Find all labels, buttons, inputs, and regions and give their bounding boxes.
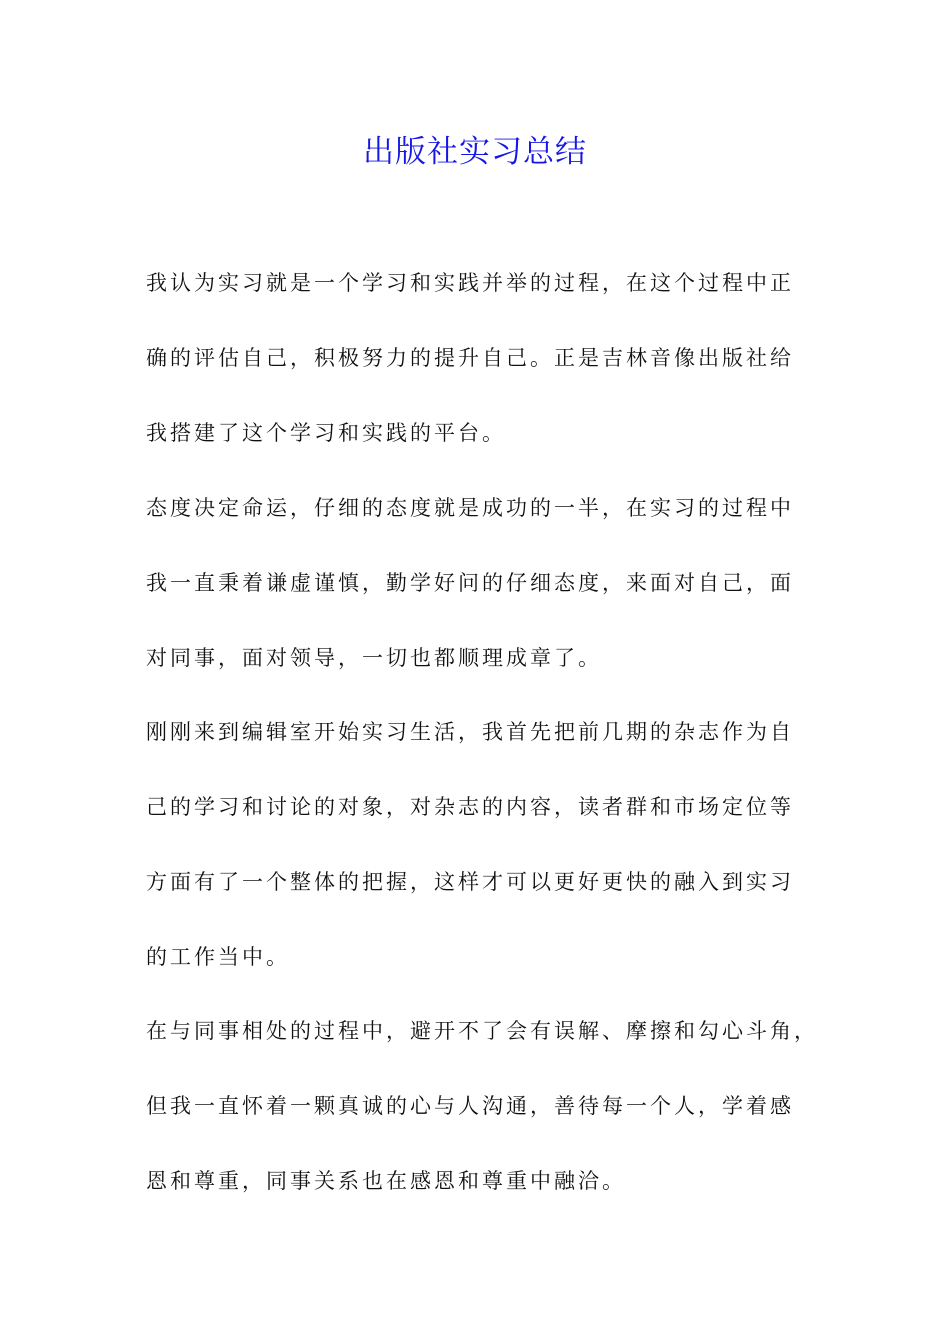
- paragraph-line: 我一直秉着谦虚谨慎，勤学好问的仔细态度，来面对自己，面: [146, 571, 794, 595]
- paragraph-line: 确的评估自己，积极努力的提升自己。正是吉林音像出版社给: [146, 346, 794, 370]
- paragraph-line: 但我一直怀着一颗真诚的心与人沟通，善待每一个人，学着感: [146, 1094, 794, 1118]
- paragraph-line: 己的学习和讨论的对象，对杂志的内容，读者群和市场定位等: [146, 795, 794, 819]
- paragraph-line: 恩和尊重，同事关系也在感恩和尊重中融洽。: [146, 1169, 626, 1193]
- paragraph-line: 态度决定命运，仔细的态度就是成功的一半，在实习的过程中: [146, 496, 794, 520]
- paragraph-line: 的工作当中。: [146, 945, 290, 969]
- paragraph-line: 在与同事相处的过程中，避开不了会有误解、摩擦和勾心斗角，: [146, 1019, 818, 1043]
- paragraph-line: 方面有了一个整体的把握，这样才可以更好更快的融入到实习: [146, 870, 794, 894]
- paragraph-line: 对同事，面对领导，一切也都顺理成章了。: [146, 646, 602, 670]
- paragraph-line: 刚刚来到编辑室开始实习生活，我首先把前几期的杂志作为自: [146, 720, 794, 744]
- document-title: 出版社实习总结: [363, 134, 587, 170]
- paragraph-line: 我搭建了这个学习和实践的平台。: [146, 421, 506, 445]
- paragraph-line: 我认为实习就是一个学习和实践并举的过程，在这个过程中正: [146, 271, 794, 295]
